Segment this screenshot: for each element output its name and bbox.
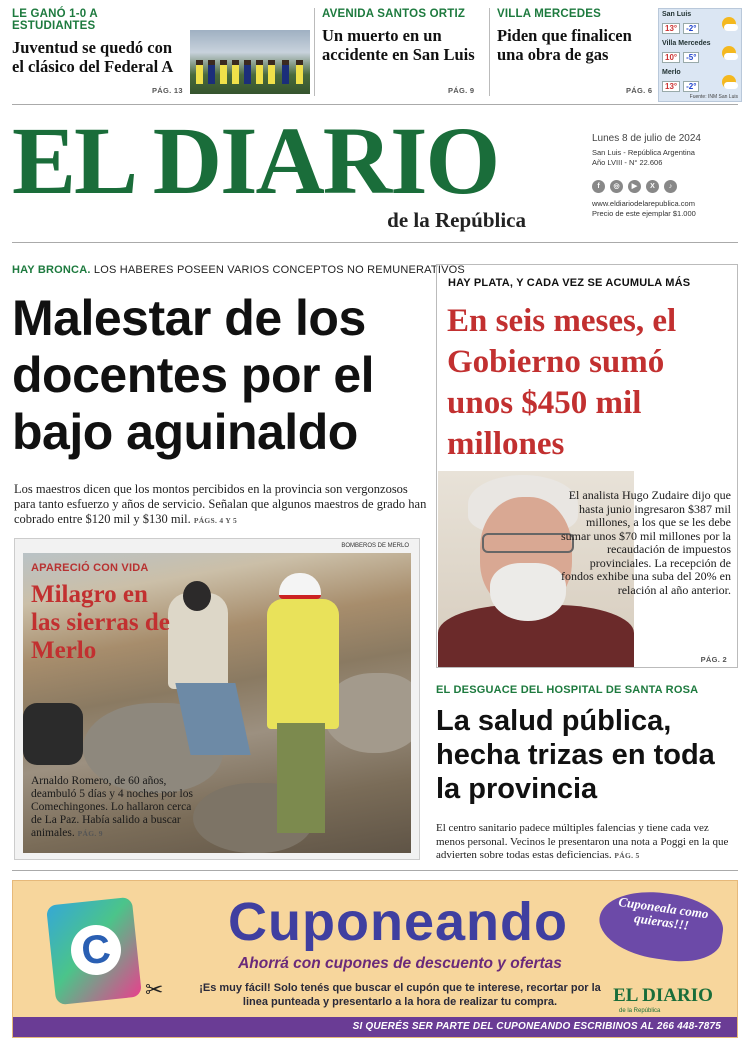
masthead-logo[interactable]: EL DIARIO — [12, 107, 499, 214]
plata-caption: El analista Hugo Zudaire dijo que hasta junio ingresaron $387 mil millones, a los que se les debe sumar unos $70 mil millones por la recaudación de impuestos provinciales. La recepción de fondos exhibe una suba del 20% en relación al año anterior. — [561, 488, 731, 597]
teaser-page: PÁG. 13 — [152, 86, 183, 95]
football-team-photo — [190, 30, 310, 94]
teaser-2[interactable] — [322, 8, 482, 98]
merlo-kicker: APARECIÓ CON VIDA — [31, 562, 149, 574]
photo-credit: BOMBEROS DE MERLO — [341, 543, 409, 549]
divider — [314, 8, 315, 96]
bag-letter: C — [69, 923, 124, 978]
cuponeando-ad[interactable] — [12, 880, 738, 1038]
scissors-icon: ✂ — [145, 977, 164, 1002]
location: San Luis - República Argentina — [592, 148, 695, 157]
teaser-page: PÁG. 6 — [626, 86, 653, 95]
cloud-icon — [724, 82, 738, 89]
divider — [12, 104, 738, 105]
facebook-icon[interactable]: f — [592, 180, 605, 193]
website-link[interactable]: www.eldiariodelarepublica.com — [592, 199, 695, 208]
main-kicker: HAY BRONCA. LOS HABERES POSEEN VARIOS CONCEPTOS NO REMUNERATIVOS — [12, 264, 465, 276]
teaser-kicker: VILLA MERCEDES — [497, 8, 601, 20]
youtube-icon[interactable]: ▶ — [628, 180, 641, 193]
page-ref: PÁG. 5 — [614, 851, 640, 860]
salud-kicker: EL DESGUACE DEL HOSPITAL DE SANTA ROSA — [436, 684, 699, 696]
teaser-headline: Un muerto en un accidente en San Luis — [322, 26, 475, 64]
weather-row: Merlo 13° -2° — [662, 69, 738, 98]
divider — [12, 242, 738, 243]
ad-logo-subtitle: de la República — [619, 1008, 661, 1014]
max-temp: 13° — [662, 23, 680, 34]
price: Precio de este ejemplar $1.000 — [592, 209, 696, 218]
cloud-icon — [724, 53, 738, 60]
page-ref: PÁGS. 4 Y 5 — [193, 516, 237, 525]
page-ref: PÁG. 9 — [77, 829, 103, 838]
x-icon[interactable]: X — [646, 180, 659, 193]
teaser-1[interactable] — [12, 8, 182, 98]
instagram-icon[interactable]: ◎ — [610, 180, 623, 193]
masthead-subtitle: de la República — [387, 208, 526, 232]
max-temp: 13° — [662, 81, 680, 92]
ad-bubble: Cuponeala como quieras!!! — [595, 885, 727, 968]
divider — [12, 870, 738, 871]
cloud-icon — [724, 24, 738, 31]
min-temp: -2° — [683, 81, 699, 92]
main-headline[interactable]: Malestar de los docentes por el bajo aguinaldo — [12, 290, 375, 460]
plata-headline[interactable]: En seis meses, el Gobierno sumó unos $450 mil millones — [447, 303, 677, 462]
ad-contact-strip[interactable]: SI QUERÉS SER PARTE DEL CUPONEANDO ESCRIBINOS AL 266 448-7875 — [13, 1017, 738, 1037]
min-temp: -2° — [683, 23, 699, 34]
page-ref: PÁG. 2 — [700, 655, 727, 664]
plata-kicker: HAY PLATA, Y CADA VEZ SE ACUMULA MÁS — [448, 277, 691, 289]
ad-subtitle: Ahorrá con cupones de descuento y ofertas — [238, 955, 562, 972]
salud-body: El centro sanitario padece múltiples falencias y tiene cada vez menos personal. Vecinos le presentaron una nota a Poggi en la que advierten sobre todas estas deficiencias. PÁG. 5 — [436, 822, 729, 861]
main-body: Los maestros dicen que los montos percibidos en la provincia son vergonzosos para tanto esfuerzo y años de servicio. Señalan que algunos maestros de grado han cobrado entre $120 mil y $130 mil. PÁGS. 4 Y 5 — [14, 482, 427, 526]
merlo-caption: Arnaldo Romero, de 60 años, deambuló 5 días y 4 noches por los Comechingones. Lo hallaron cerca de La Paz. Había salido a buscar animales. PÁG. 9 — [31, 775, 193, 839]
edition: Año LVIII - N° 22.606 — [592, 158, 663, 167]
weather-widget — [658, 8, 742, 102]
teaser-kicker: AVENIDA SANTOS ORTIZ — [322, 8, 466, 20]
plata-story[interactable] — [436, 264, 738, 668]
ad-logo: EL DIARIO — [613, 985, 713, 1006]
masthead-info — [592, 134, 742, 219]
min-temp: -5° — [683, 52, 699, 63]
teaser-headline: Piden que finalicen una obra de gas — [497, 26, 632, 64]
weather-row: San Luis 13° -2° — [662, 11, 738, 40]
social-links — [592, 180, 742, 193]
merlo-headline[interactable]: Milagro en las sierras de Merlo — [31, 581, 170, 664]
teaser-kicker: LE GANÓ 1-0 A ESTUDIANTES — [12, 8, 98, 32]
teaser-headline: Juventud se quedó con el clásico del Federal A — [12, 38, 174, 76]
salud-headline[interactable]: La salud pública, hecha trizas en toda la provincia — [436, 705, 715, 805]
merlo-story[interactable] — [14, 538, 420, 860]
ad-title: Cuponeando — [228, 892, 568, 952]
teaser-3[interactable] — [497, 8, 647, 98]
divider — [489, 8, 490, 96]
max-temp: 10° — [662, 52, 680, 63]
teaser-page: PÁG. 9 — [448, 86, 475, 95]
tiktok-icon[interactable]: ♪ — [664, 180, 677, 193]
weather-source: Fuente: INM San Luis — [689, 94, 738, 100]
issue-date: Lunes 8 de julio de 2024 — [592, 133, 701, 144]
weather-row: Villa Mercedes 10° -5° — [662, 40, 738, 69]
ad-body: ¡Es muy fácil! Solo tenés que buscar el cupón que te interese, recortar por la linea punteada y presentarlo a la hora de realizar tu compra. — [199, 982, 601, 1008]
